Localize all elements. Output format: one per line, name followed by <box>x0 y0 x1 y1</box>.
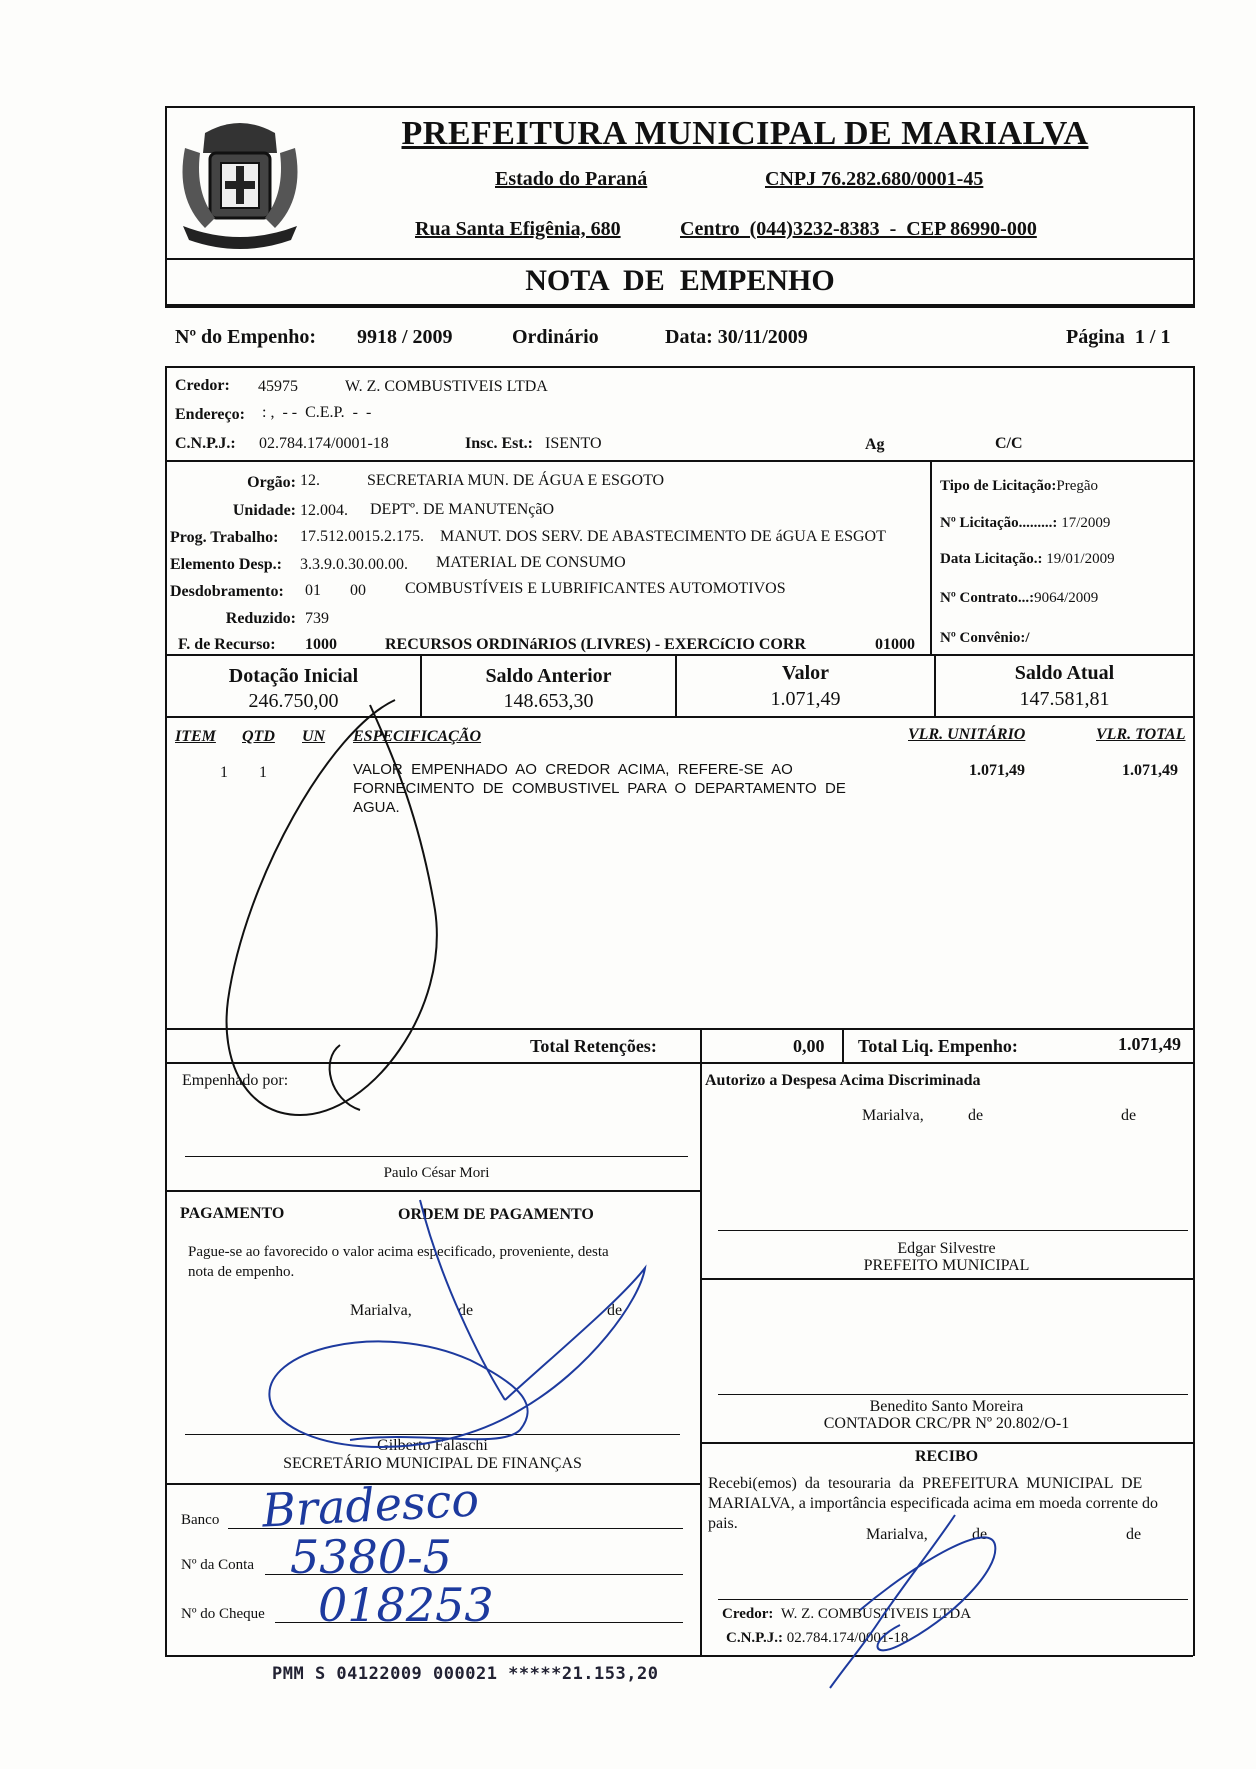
empenhado-name: Paulo César Mori <box>383 1165 490 1181</box>
contrato-number: 9064/2009 <box>1034 590 1099 606</box>
pagamento-text-line1: Pague-se ao favorecido o valor acima especificado, proveniente, desta <box>188 1244 609 1260</box>
autorizo-de1: de <box>968 1107 984 1124</box>
tipo-licitacao-label: Tipo de Licitação: <box>940 478 1057 494</box>
item-desc-line3: AGUA. <box>353 799 400 816</box>
contador-name: Benedito Santo Moreira <box>869 1398 1024 1415</box>
ordem-pagamento-label: ORDEM DE PAGAMENTO <box>398 1206 594 1223</box>
item-total-value: 1.071,49 <box>1122 762 1178 779</box>
recurso-label: F. de Recurso: <box>178 636 276 653</box>
banco-handwritten: Bradesco <box>260 1472 481 1538</box>
item-number: 1 <box>220 764 228 781</box>
desdobramento-name: COMBUSTÍVEIS E LUBRIFICANTES AUTOMOTIVOS <box>405 580 786 597</box>
item-unit-value: 1.071,49 <box>969 762 1025 779</box>
credor-code: 45975 <box>258 378 298 395</box>
blue-signature-stroke <box>269 1200 645 1447</box>
prefeito-role: PREFEITO MUNICIPAL <box>863 1257 1030 1274</box>
empenho-type: Ordinário <box>512 326 599 348</box>
recibo-cnpj: 02.784.174/0001-18 <box>786 1630 909 1646</box>
recurso-code: 1000 <box>305 636 337 653</box>
empenho-number: 9918 / 2009 <box>357 326 453 348</box>
total-liquido-value: 1.071,49 <box>1118 1034 1181 1054</box>
conta-label: Nº da Conta <box>181 1557 254 1573</box>
prog-name: MANUT. DOS SERV. DE ABASTECIMENTO DE áGUA E ESGOT <box>440 528 886 545</box>
col-vlr-total: VLR. TOTAL <box>1096 726 1186 743</box>
dotacao-value: 246.750,00 <box>248 690 339 712</box>
prefeito-name: Edgar Silvestre <box>897 1240 996 1257</box>
contrato-label: Nº Contrato...: <box>940 590 1035 606</box>
valor-value: 1.071,49 <box>770 688 841 710</box>
autorizo-city: Marialva, <box>862 1107 924 1124</box>
cheque-handwritten: 018253 <box>318 1578 494 1632</box>
black-small-loop-stroke <box>330 1045 360 1110</box>
conta-handwritten: 5380-5 <box>290 1530 452 1584</box>
unidade-code: 12.004. <box>300 502 348 519</box>
pagamento-label: PAGAMENTO <box>180 1205 285 1222</box>
item-desc-line2: FORNECIMENTO DE COMBUSTIVEL PARA O DEPARTAMENTO DE <box>353 780 846 797</box>
recibo-credor-label: Credor: <box>722 1606 774 1622</box>
endereco-label: Endereço: <box>175 406 245 423</box>
num-licitacao: 17/2009 <box>1061 515 1111 531</box>
valor-label: Valor <box>781 662 830 684</box>
unidade-label: Unidade: <box>232 502 296 519</box>
empenho-number-label: Nº do Empenho: <box>175 326 317 348</box>
elemento-name: MATERIAL DE CONSUMO <box>436 554 626 571</box>
dotacao-label: Dotação Inicial <box>228 665 359 687</box>
cheque-label: Nº do Cheque <box>181 1606 265 1622</box>
saldo-anterior-label: Saldo Anterior <box>485 665 612 687</box>
recibo-text-line3: pais. <box>708 1515 738 1532</box>
desdobramento-code2: 00 <box>350 582 366 599</box>
data-licitacao: 19/01/2009 <box>1046 551 1115 567</box>
pagamento-text-line2: nota de empenho. <box>188 1264 295 1280</box>
recurso-code2: 01000 <box>875 636 915 653</box>
convenio-label: Nº Convênio:/ <box>940 630 1030 646</box>
empenho-date: Data: 30/11/2009 <box>665 326 808 348</box>
coat-of-arms-icon <box>165 108 315 258</box>
prog-label: Prog. Trabalho: <box>170 529 279 546</box>
desdobramento-label: Desdobramento: <box>170 583 284 600</box>
total-retencoes-value: 0,00 <box>793 1036 825 1056</box>
credor-name: W. Z. COMBUSTIVEIS LTDA <box>345 378 548 395</box>
orgao-name: SECRETARIA MUN. DE ÁGUA E ESGOTO <box>367 472 665 489</box>
total-retencoes-label: Total Retenções: <box>530 1036 657 1056</box>
cnpj-label: C.N.P.J.: <box>175 435 236 452</box>
recibo-text-line1: Recebi(emos) da tesouraria da PREFEITURA MUNICIPAL DE <box>708 1475 1143 1492</box>
recurso-name: RECURSOS ORDINáRIOS (LIVRES) - EXERCíCIO CORR <box>385 636 806 653</box>
prefeitura-cnpj: CNPJ 76.282.680/0001-45 <box>765 168 984 190</box>
col-qtd: QTD <box>242 728 275 745</box>
elemento-code: 3.3.9.0.30.00.00. <box>300 556 408 573</box>
pagamento-de1: de <box>458 1302 474 1319</box>
saldo-atual-value: 147.581,81 <box>1019 688 1110 710</box>
empenhado-label: Empenhado por: <box>182 1072 289 1089</box>
elemento-label: Elemento Desp.: <box>170 556 282 573</box>
agency-label: Ag <box>865 436 885 453</box>
col-item: ITEM <box>175 728 216 745</box>
page-title: PREFEITURA MUNICIPAL DE MARIALVA <box>401 115 1089 152</box>
footer-stamp: PMM S 04122009 000021 *****21.153,20 <box>272 1664 659 1684</box>
orgao-label: Orgão: <box>247 474 296 491</box>
insc-label: Insc. Est.: <box>465 435 534 452</box>
recibo-title: RECIBO <box>914 1448 979 1465</box>
prog-code: 17.512.0015.2.175. <box>300 528 424 545</box>
recibo-text-line2: MARIALVA, a importância especificada acima em moeda corrente do <box>708 1495 1159 1512</box>
insc-value: ISENTO <box>545 435 602 452</box>
contador-role: CONTADOR CRC/PR Nº 20.802/O-1 <box>823 1415 1070 1432</box>
endereco-value: : , - - C.E.P. - - <box>262 404 372 421</box>
state-name: Estado do Paraná <box>495 168 648 190</box>
pagamento-de2: de <box>607 1302 623 1319</box>
recibo-credor: W. Z. COMBUSTIVEIS LTDA <box>780 1606 972 1622</box>
num-licitacao-label: Nº Licitação.........: <box>940 515 1058 531</box>
col-un: UN <box>302 728 326 745</box>
desdobramento-code1: 01 <box>305 582 321 599</box>
recibo-city: Marialva, <box>866 1526 928 1543</box>
banco-label: Banco <box>181 1512 220 1528</box>
secretario-name: Gilberto Falaschi <box>377 1437 488 1454</box>
saldo-atual-label: Saldo Atual <box>1014 662 1115 684</box>
orgao-code: 12. <box>300 472 320 489</box>
credor-cnpj: 02.784.174/0001-18 <box>259 435 389 452</box>
data-licitacao-label: Data Licitação.: <box>940 551 1043 567</box>
credor-label: Credor: <box>175 377 230 394</box>
secretario-role: SECRETÁRIO MUNICIPAL DE FINANÇAS <box>283 1455 582 1472</box>
item-desc-line1: VALOR EMPENHADO AO CREDOR ACIMA, REFERE-SE AO <box>353 761 793 778</box>
recibo-de2: de <box>1126 1526 1142 1543</box>
col-especificacao: ESPECIFICAÇÃO <box>353 728 482 745</box>
recibo-cnpj-label: C.N.P.J.: <box>726 1630 783 1646</box>
page-number: Página 1 / 1 <box>1066 326 1171 348</box>
address: Rua Santa Efigênia, 680 <box>415 218 621 240</box>
saldo-anterior-value: 148.653,30 <box>503 690 594 712</box>
account-label: C/C <box>995 435 1023 452</box>
unidade-name: DEPTº. DE MANUTENçãO <box>370 501 555 518</box>
recibo-de1: de <box>972 1526 988 1543</box>
reduzido-value: 739 <box>305 610 329 627</box>
autorizo-label: Autorizo a Despesa Acima Discriminada <box>705 1072 981 1089</box>
col-vlr-unitario: VLR. UNITÁRIO <box>908 726 1026 743</box>
contact-line: Centro (044)3232-8383 - CEP 86990-000 <box>680 218 1037 240</box>
item-qtd: 1 <box>259 764 267 781</box>
document-title: NOTA DE EMPENHO <box>525 264 835 297</box>
pagamento-city: Marialva, <box>350 1302 412 1319</box>
autorizo-de2: de <box>1121 1107 1137 1124</box>
total-liquido-label: Total Liq. Empenho: <box>858 1036 1018 1056</box>
reduzido-label: Reduzido: <box>225 610 296 627</box>
tipo-licitacao: Pregão <box>1056 478 1099 494</box>
